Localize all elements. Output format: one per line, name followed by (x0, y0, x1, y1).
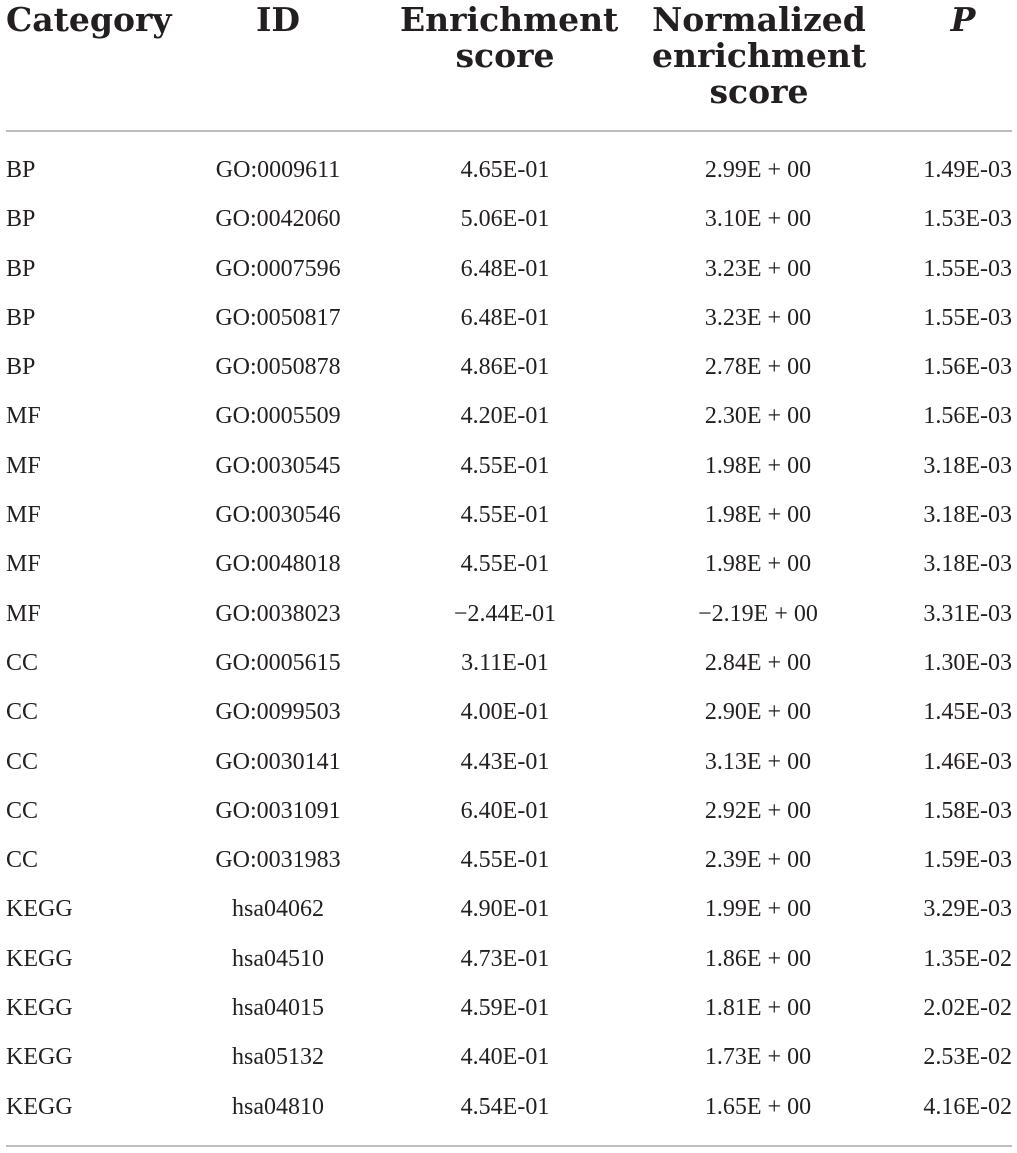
cell-enrichment-score: 4.59E-01 (460, 995, 550, 1022)
cell-p-value: 1.53E-03 (923, 206, 1012, 233)
cell-enrichment-score: 6.40E-01 (460, 797, 550, 824)
header-divider (6, 130, 1012, 132)
cell-id: GO:0005509 (215, 403, 341, 430)
cell-category: MF (6, 502, 41, 529)
table-row (0, 837, 1017, 886)
cell-normalized-enrichment-score: 2.30E + 00 (704, 403, 812, 430)
cell-id: GO:0038023 (215, 600, 341, 627)
cell-normalized-enrichment-score: −2.19E + 00 (698, 600, 818, 627)
header-nes-line: Normalized (652, 0, 866, 39)
header-enrichment-score-line: score (455, 36, 555, 75)
cell-enrichment-score: 4.20E-01 (460, 403, 550, 430)
cell-category: KEGG (6, 945, 73, 972)
table-row (0, 739, 1017, 788)
cell-p-value: 1.56E-03 (923, 403, 1012, 430)
cell-normalized-enrichment-score: 1.99E + 00 (704, 896, 812, 923)
table-row (0, 492, 1017, 541)
header-p-value: P (950, 0, 976, 39)
cell-enrichment-score: 4.90E-01 (460, 896, 550, 923)
cell-normalized-enrichment-score: 2.78E + 00 (704, 354, 812, 381)
cell-category: CC (6, 748, 39, 775)
cell-normalized-enrichment-score: 3.13E + 00 (704, 748, 812, 775)
cell-enrichment-score: 4.65E-01 (460, 157, 550, 183)
cell-normalized-enrichment-score: 2.90E + 00 (704, 699, 812, 726)
cell-p-value: 2.53E-02 (923, 1044, 1012, 1071)
cell-p-value: 1.46E-03 (923, 748, 1012, 775)
table-row (0, 1084, 1017, 1133)
cell-id: GO:0030546 (215, 502, 341, 529)
cell-p-value: 4.16E-02 (923, 1093, 1012, 1120)
cell-p-value: 1.45E-03 (923, 699, 1012, 726)
table-row (0, 541, 1017, 590)
cell-normalized-enrichment-score: 3.23E + 00 (704, 255, 812, 282)
cell-enrichment-score: −2.44E-01 (453, 600, 557, 627)
cell-p-value: 1.55E-03 (923, 304, 1012, 331)
cell-normalized-enrichment-score: 1.98E + 00 (704, 502, 812, 529)
cell-p-value: 3.18E-03 (923, 502, 1012, 529)
cell-normalized-enrichment-score: 1.73E + 00 (704, 1044, 812, 1071)
cell-id: GO:0030141 (215, 748, 341, 775)
cell-p-value: 3.29E-03 (923, 896, 1012, 923)
table-header (0, 0, 1017, 131)
cell-p-value: 1.59E-03 (923, 847, 1012, 874)
cell-category: CC (6, 649, 39, 676)
cell-normalized-enrichment-score: 1.86E + 00 (704, 945, 812, 972)
cell-p-value: 2.02E-02 (923, 995, 1012, 1022)
table-row (0, 936, 1017, 985)
cell-category: BP (6, 255, 36, 282)
cell-category: CC (6, 797, 39, 824)
cell-category: MF (6, 452, 41, 479)
cell-id: GO:0050878 (215, 354, 341, 381)
cell-id: hsa04510 (232, 945, 324, 972)
table-row (0, 443, 1017, 492)
cell-normalized-enrichment-score: 1.98E + 00 (704, 551, 812, 578)
table-row (0, 788, 1017, 837)
cell-id: GO:0031983 (215, 847, 341, 874)
cell-enrichment-score: 3.11E-01 (461, 649, 549, 676)
cell-category: BP (6, 304, 36, 331)
header-category: Category (6, 0, 172, 39)
cell-category: BP (6, 354, 36, 381)
cell-enrichment-score: 4.86E-01 (460, 354, 550, 381)
cell-category: BP (6, 206, 36, 233)
cell-id: hsa04015 (232, 995, 324, 1022)
cell-id: hsa04062 (232, 896, 324, 923)
cell-id: hsa05132 (232, 1044, 324, 1071)
cell-enrichment-score: 6.48E-01 (460, 255, 550, 282)
header-nes-line: score (709, 72, 809, 111)
table-row (0, 985, 1017, 1034)
cell-p-value: 1.30E-03 (923, 649, 1012, 676)
table-row (0, 1034, 1017, 1083)
cell-enrichment-score: 4.43E-01 (460, 748, 550, 775)
cell-id: hsa04810 (232, 1093, 324, 1120)
cell-p-value: 1.35E-02 (923, 945, 1012, 972)
cell-category: KEGG (6, 995, 73, 1022)
cell-p-value: 3.18E-03 (923, 551, 1012, 578)
table-row (0, 689, 1017, 738)
table-row (0, 147, 1017, 196)
cell-id: GO:0099503 (215, 699, 341, 726)
table-row (0, 393, 1017, 442)
cell-category: MF (6, 403, 41, 430)
cell-category: CC (6, 847, 39, 874)
cell-normalized-enrichment-score: 2.84E + 00 (704, 649, 812, 676)
cell-id: GO:0031091 (215, 797, 341, 824)
cell-enrichment-score: 6.48E-01 (460, 304, 550, 331)
header-nes-line: enrichment (652, 36, 867, 75)
cell-id: GO:0007596 (215, 255, 341, 282)
cell-enrichment-score: 4.73E-01 (460, 945, 550, 972)
cell-enrichment-score: 4.00E-01 (460, 699, 550, 726)
cell-normalized-enrichment-score: 1.81E + 00 (704, 995, 812, 1022)
cell-p-value: 1.55E-03 (923, 255, 1012, 282)
cell-category: CC (6, 699, 39, 726)
cell-category: BP (6, 157, 36, 183)
table-row (0, 640, 1017, 689)
cell-normalized-enrichment-score: 1.65E + 00 (704, 1093, 812, 1120)
table-row (0, 246, 1017, 295)
cell-enrichment-score: 5.06E-01 (460, 206, 550, 233)
cell-id: GO:0005615 (215, 649, 341, 676)
table-row (0, 591, 1017, 640)
table-body (0, 147, 1017, 1133)
cell-p-value: 1.58E-03 (923, 797, 1012, 824)
cell-enrichment-score: 4.54E-01 (460, 1093, 550, 1120)
cell-normalized-enrichment-score: 3.23E + 00 (704, 304, 812, 331)
header-normalized-enrichment-score (652, 2, 866, 110)
cell-id: GO:0048018 (215, 551, 341, 578)
cell-normalized-enrichment-score: 3.10E + 00 (704, 206, 812, 233)
cell-enrichment-score: 4.55E-01 (460, 847, 550, 874)
cell-p-value: 3.31E-03 (923, 600, 1012, 627)
cell-normalized-enrichment-score: 1.98E + 00 (704, 452, 812, 479)
cell-category: KEGG (6, 1044, 73, 1071)
header-id: ID (255, 0, 301, 39)
cell-normalized-enrichment-score: 2.99E + 00 (704, 157, 812, 183)
table-bottom-rule (6, 1145, 1012, 1147)
cell-category: MF (6, 600, 41, 627)
table-row (0, 344, 1017, 393)
table-row (0, 196, 1017, 245)
cell-id: GO:0050817 (215, 304, 341, 331)
cell-normalized-enrichment-score: 2.92E + 00 (704, 797, 812, 824)
cell-id: GO:0009611 (215, 157, 341, 183)
cell-p-value: 1.49E-03 (923, 157, 1012, 183)
cell-category: MF (6, 551, 41, 578)
cell-id: GO:0030545 (215, 452, 341, 479)
table-row (0, 295, 1017, 344)
cell-enrichment-score: 4.55E-01 (460, 502, 550, 529)
cell-id: GO:0042060 (215, 206, 341, 233)
table-row (0, 886, 1017, 935)
header-enrichment-score (400, 0, 619, 75)
header-enrichment-score-line: Enrichment (400, 0, 619, 39)
cell-enrichment-score: 4.55E-01 (460, 551, 550, 578)
cell-p-value: 1.56E-03 (923, 354, 1012, 381)
cell-category: KEGG (6, 1093, 73, 1120)
cell-category: KEGG (6, 896, 73, 923)
cell-enrichment-score: 4.55E-01 (460, 452, 550, 479)
cell-normalized-enrichment-score: 2.39E + 00 (704, 847, 812, 874)
cell-p-value: 3.18E-03 (923, 452, 1012, 479)
cell-enrichment-score: 4.40E-01 (460, 1044, 550, 1071)
